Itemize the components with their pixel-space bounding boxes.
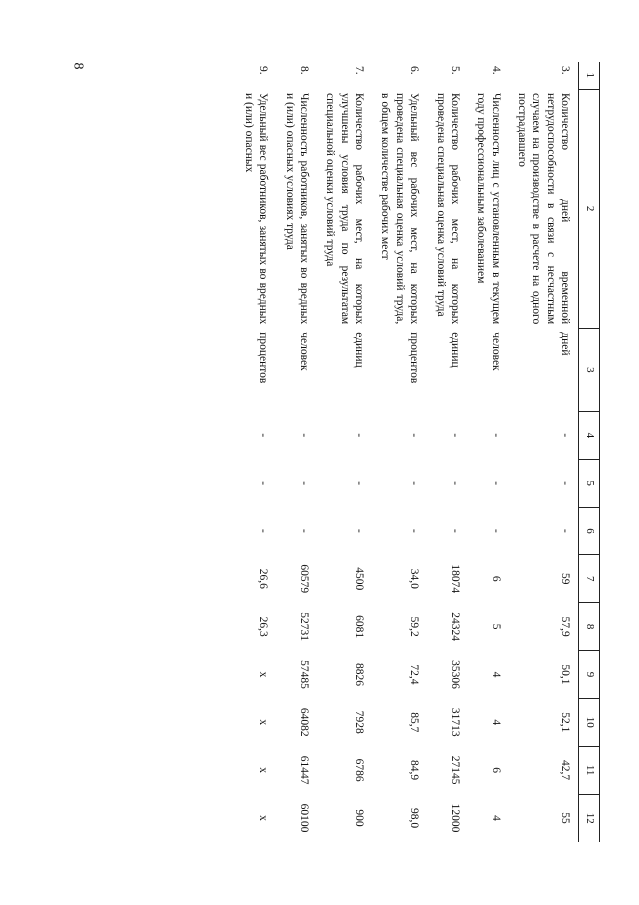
header-cell: 12 xyxy=(579,794,600,842)
value-cell: 57485 xyxy=(298,660,310,689)
value-cell: 35306 xyxy=(449,660,461,689)
value-cell: - xyxy=(353,481,366,486)
unit-of-measure: человек xyxy=(298,332,310,371)
header-cell: 9 xyxy=(579,651,600,699)
unit-of-measure: единиц xyxy=(353,332,366,368)
value-cell: 50,1 xyxy=(559,664,572,685)
value-cell: 85,7 xyxy=(408,712,421,733)
header-cell: 5 xyxy=(579,459,600,507)
page-number: 8 xyxy=(70,62,86,70)
header-cell: 7 xyxy=(579,555,600,603)
header-cell: 1 xyxy=(579,62,600,89)
indicator-name: Удельный вес работников, занятых во вредных и (или) опасных xyxy=(242,93,270,325)
value-cell: x xyxy=(257,767,270,773)
header-cell: 4 xyxy=(579,411,600,459)
value-cell: 34,0 xyxy=(408,568,421,589)
value-cell: 6786 xyxy=(353,758,366,782)
value-cell: - xyxy=(353,433,366,438)
value-cell: 31713 xyxy=(449,707,461,737)
value-cell: 26,3 xyxy=(257,616,270,637)
value-cell: - xyxy=(298,529,310,533)
row-number: 3. xyxy=(559,66,572,75)
row-number: 5. xyxy=(449,66,461,75)
rotated-page xyxy=(40,62,600,897)
header-cell: 3 xyxy=(579,328,600,411)
row-number: 7. xyxy=(353,66,366,75)
value-cell: 6 xyxy=(489,767,502,773)
value-cell: 6 xyxy=(489,575,502,582)
row-number: 9. xyxy=(257,66,270,75)
value-cell: 24324 xyxy=(449,612,461,641)
value-cell: x xyxy=(257,719,270,726)
value-cell: - xyxy=(489,481,502,486)
statistics-table xyxy=(236,62,601,842)
value-cell: 6081 xyxy=(353,615,366,639)
value-cell: - xyxy=(408,433,421,438)
value-cell: 84,9 xyxy=(408,760,421,781)
unit-of-measure: единиц xyxy=(449,332,461,368)
value-cell: 5 xyxy=(489,623,502,630)
value-cell: - xyxy=(257,481,270,486)
value-cell: 98,0 xyxy=(408,807,421,829)
value-cell: 59 xyxy=(559,573,572,585)
row-number: 4. xyxy=(489,66,502,75)
table-row xyxy=(276,62,317,842)
indicator-name: Количество рабочих мест, на которых проведена специальная оценка условий труда xyxy=(434,93,461,325)
value-cell: - xyxy=(408,481,421,486)
value-cell: 57,9 xyxy=(559,616,572,637)
value-cell: 55 xyxy=(559,812,572,824)
value-cell: 18074 xyxy=(449,564,461,594)
value-cell: 4 xyxy=(489,719,502,726)
table-row xyxy=(509,62,579,842)
value-cell: 4500 xyxy=(353,567,366,591)
row-number: 8. xyxy=(298,66,310,75)
value-cell: - xyxy=(559,481,572,486)
table-row xyxy=(317,62,372,842)
value-cell: 59,2 xyxy=(408,616,421,637)
table-body xyxy=(236,62,600,842)
value-cell: 52731 xyxy=(298,612,310,641)
value-cell: 4 xyxy=(489,671,502,678)
value-cell: - xyxy=(298,433,310,438)
value-cell: 8826 xyxy=(353,662,366,686)
value-cell: - xyxy=(257,529,270,533)
value-cell: 42,7 xyxy=(559,760,572,781)
value-cell: x xyxy=(257,815,270,821)
value-cell: 26,6 xyxy=(257,568,270,589)
value-cell: - xyxy=(257,433,270,438)
value-cell: 12000 xyxy=(449,803,461,833)
header-cell: 8 xyxy=(579,603,600,651)
value-cell: 61447 xyxy=(298,755,310,785)
value-cell: 60100 xyxy=(298,803,310,833)
table-row xyxy=(468,62,509,842)
value-cell: 7928 xyxy=(353,710,366,734)
indicator-name: Количество дней временной нетрудоспособности в связи с несчастным случаем на производстве в расчете на одного пострадавшего xyxy=(516,93,572,325)
indicator-name: Численность лиц с установленным в текущем году профессиональным заболеванием xyxy=(475,93,502,325)
value-cell: - xyxy=(298,481,310,486)
value-cell: - xyxy=(559,433,572,438)
value-cell: - xyxy=(489,529,502,533)
table-header-row xyxy=(579,62,600,842)
value-cell: - xyxy=(408,529,421,533)
table-row xyxy=(427,62,468,842)
value-cell: 72,4 xyxy=(408,664,421,685)
header-cell: 6 xyxy=(579,507,600,555)
unit-of-measure: процентов xyxy=(257,332,270,384)
value-cell: - xyxy=(489,433,502,438)
unit-of-measure: дней xyxy=(559,332,572,356)
value-cell: 4 xyxy=(489,815,502,821)
value-cell: 64082 xyxy=(298,707,310,737)
value-cell: 27145 xyxy=(449,755,461,785)
row-number: 6. xyxy=(408,66,421,75)
header-cell: 2 xyxy=(579,89,600,328)
indicator-name: Численность работников, занятых во вредных и (или) опасных условиях труда xyxy=(283,93,310,325)
indicator-name: Количество рабочих мест, на которых улучшены условия труда по результатам специальной оценки условий труда xyxy=(324,93,366,325)
value-cell: 60579 xyxy=(298,564,310,594)
value-cell: - xyxy=(449,433,461,438)
value-cell: - xyxy=(353,529,366,533)
table-row xyxy=(372,62,427,842)
value-cell: 52,1 xyxy=(559,712,572,733)
value-cell: - xyxy=(449,481,461,486)
value-cell: 900 xyxy=(353,809,366,827)
value-cell: - xyxy=(449,529,461,533)
header-cell: 11 xyxy=(579,746,600,794)
value-cell: x xyxy=(257,671,270,678)
unit-of-measure: процентов xyxy=(408,332,421,384)
indicator-name: Удельный вес рабочих мест, на которых проведена специальная оценка условий труда, в общем количестве рабочих мест xyxy=(379,93,421,325)
unit-of-measure: человек xyxy=(489,332,502,371)
value-cell: - xyxy=(559,529,572,533)
table-row xyxy=(236,62,277,842)
header-cell: 10 xyxy=(579,698,600,746)
